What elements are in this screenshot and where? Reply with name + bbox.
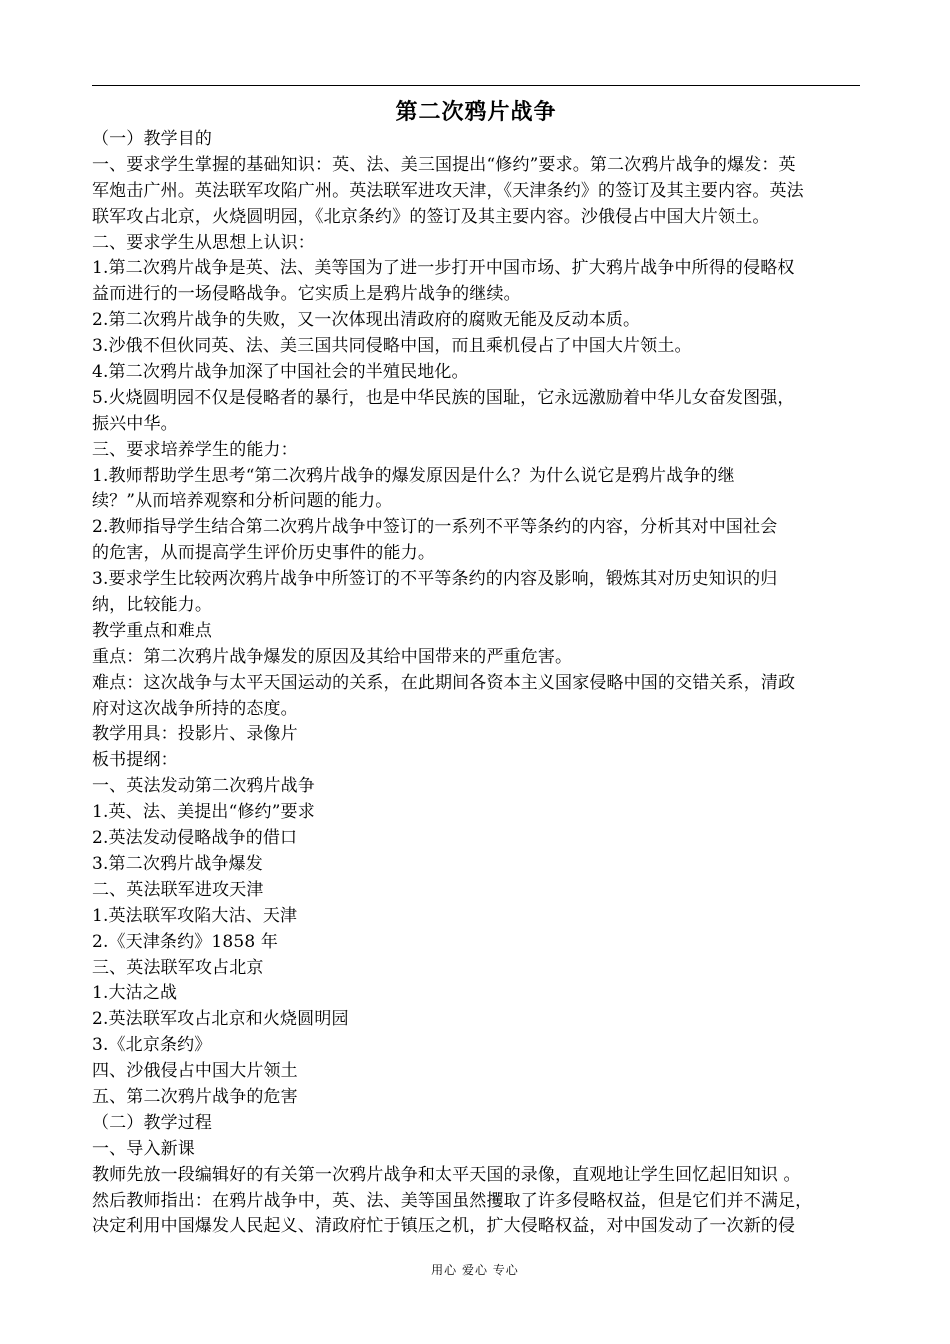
body-line: 1.大沽之战 [92,983,178,1004]
body-line: 难点：这次战争与太平天国运动的关系，在此期间各资本主义国家侵略中国的交错关系，清政 [92,672,796,693]
body-line: 2.第二次鸦片战争的失败，又一次体现出清政府的腐败无能及反动本质。 [92,310,641,331]
body-line: 1.第二次鸦片战争是英、法、美等国为了进一步打开中国市场、扩大鸦片战争中所得的侵略权 [92,258,795,279]
body-line: 4.第二次鸦片战争加深了中国社会的半殖民地化。 [92,362,469,383]
body-line: 府对这次战争所持的态度。 [92,698,298,719]
body-line: 二、要求学生从思想上认识： [92,232,315,253]
body-line: 决定利用中国爆发人民起义、清政府忙于镇压之机，扩大侵略权益，对中国发动了一次新的侵 [92,1216,796,1237]
body-line: 2.英法发动侵略战争的借口 [92,828,298,849]
body-line: 教学重点和难点 [92,620,213,641]
body-line: 军炮击广州。英法联军攻陷广州。英法联军进攻天津，《天津条约》的签订及其主要内容。英法 [92,180,804,201]
document-body [92,127,862,1240]
body-line: 重点：第二次鸦片战争爆发的原因及其给中国带来的严重危害。 [92,646,573,667]
body-line: 1.英、法、美提出“修约”要求 [92,802,315,823]
body-line: 续？”从而培养观察和分析问题的能力。 [92,491,393,512]
body-line: 2.英法联军攻占北京和火烧圆明园 [92,1009,349,1030]
body-line: 然后教师指出：在鸦片战争中，英、法、美等国虽然攫取了许多侵略权益，但是它们并不满足， [92,1190,813,1211]
body-line: （二）教学过程 [92,1112,213,1133]
body-line: 的危害，从而提高学生评价历史事件的能力。 [92,543,435,564]
body-line: 振兴中华。 [92,413,178,434]
body-line: 3.要求学生比较两次鸦片战争中所签订的不平等条约的内容及影响，锻炼其对历史知识的归 [92,569,778,590]
body-line: 一、英法发动第二次鸦片战争 [92,776,315,797]
body-line: 益而进行的一场侵略战争。它实质上是鸦片战争的继续。 [92,284,521,305]
body-line: 一、要求学生掌握的基础知识：英、法、美三国提出“修约”要求。第二次鸦片战争的爆发：英 [92,154,796,175]
body-line: 三、要求培养学生的能力： [92,439,298,460]
body-line: 1.教师帮助学生思考“第二次鸦片战争的爆发原因是什么？为什么说它是鸦片战争的继 [92,465,735,486]
body-line: 3.沙俄不但伙同英、法、美三国共同侵略中国，而且乘机侵占了中国大片领土。 [92,336,692,357]
body-line: 联军攻占北京，火烧圆明园，《北京条约》的签订及其主要内容。沙俄侵占中国大片领土。 [92,206,770,227]
body-line: 2.《天津条约》1858 年 [92,931,278,952]
body-line: 一、导入新课 [92,1138,195,1159]
page-footer: 用心 爱心 专心 [431,1263,519,1277]
body-line: 纳，比较能力。 [92,595,213,616]
body-line: 3.第二次鸦片战争爆发 [92,853,263,874]
body-line: 教师先放一段编辑好的有关第一次鸦片战争和太平天国的录像，直观地让学生回忆起旧知识 。 [92,1164,801,1185]
body-line: 二、英法联军进攻天津 [92,879,264,900]
body-line: 板书提纲： [92,750,178,771]
body-line: 5.火烧圆明园不仅是侵略者的暴行，也是中华民族的国耻，它永远激励着中华儿女奋发图强， [92,387,795,408]
body-line: 教学用具：投影片、录像片 [92,724,298,745]
body-line: 1.英法联军攻陷大沽、天津 [92,905,298,926]
document-title: 第二次鸦片战争 [395,100,557,125]
body-line: 三、英法联军攻占北京 [92,957,264,978]
body-line: 四、沙俄侵占中国大片领土 [92,1061,298,1082]
body-line: 3.《北京条约》 [92,1035,212,1056]
body-line: 五、第二次鸦片战争的危害 [92,1086,298,1107]
body-line: 2.教师指导学生结合第二次鸦片战争中签订的一系列不平等条约的内容，分析其对中国社会 [92,517,778,538]
body-line: （一）教学目的 [92,129,213,149]
header-rule [92,85,860,86]
